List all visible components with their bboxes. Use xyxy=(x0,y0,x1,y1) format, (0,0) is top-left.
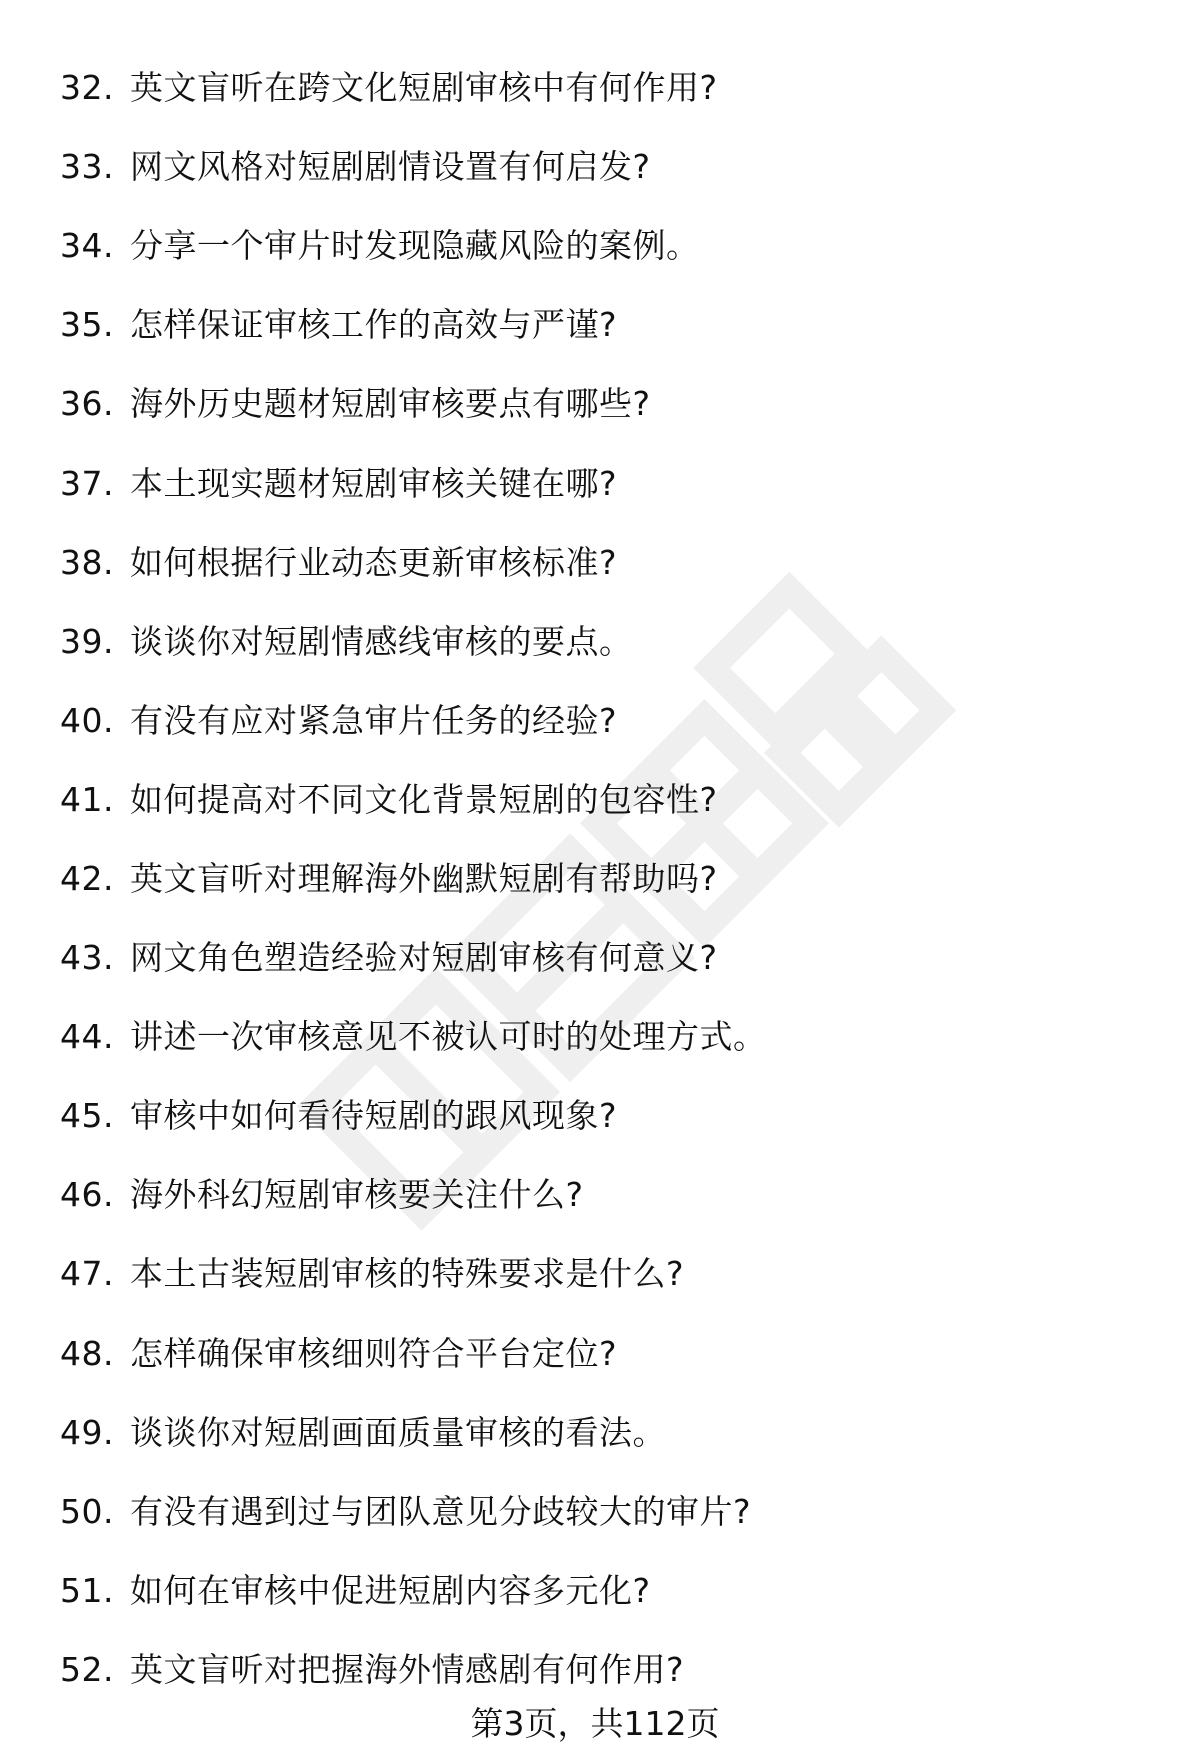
question-text: 英文盲听对把握海外情感剧有何作用? xyxy=(130,1649,685,1689)
question-text: 如何根据行业动态更新审核标准? xyxy=(130,542,618,582)
list-item xyxy=(60,681,767,760)
question-number: 39. xyxy=(60,621,114,661)
question-text: 分享一个审片时发现隐藏风险的案例。 xyxy=(130,226,700,266)
question-list xyxy=(60,48,767,1709)
question-number: 36. xyxy=(60,384,114,424)
question-text: 海外科幻短剧审核要关注什么? xyxy=(130,1175,584,1215)
list-item xyxy=(60,1314,767,1393)
question-number: 40. xyxy=(60,700,114,740)
list-item xyxy=(60,760,767,839)
question-text: 海外历史题材短剧审核要点有哪些? xyxy=(130,384,651,424)
question-text: 如何在审核中促进短剧内容多元化? xyxy=(130,1570,651,1610)
question-number: 44. xyxy=(60,1017,114,1057)
list-item xyxy=(60,602,767,681)
question-number: 33. xyxy=(60,147,114,187)
list-item xyxy=(60,443,767,522)
question-text: 怎样保证审核工作的高效与严谨? xyxy=(130,305,618,345)
question-text: 讲述一次审核意见不被认可时的处理方式。 xyxy=(130,1017,767,1057)
question-text: 有没有遇到过与团队意见分歧较大的审片? xyxy=(130,1491,752,1531)
question-number: 43. xyxy=(60,938,114,978)
list-item xyxy=(60,839,767,918)
list-item xyxy=(60,997,767,1076)
list-item xyxy=(60,1155,767,1234)
question-number: 37. xyxy=(60,463,114,503)
list-item xyxy=(60,1393,767,1472)
question-number: 34. xyxy=(60,226,114,266)
question-text: 本土古装短剧审核的特殊要求是什么? xyxy=(130,1254,685,1294)
question-number: 46. xyxy=(60,1175,114,1215)
list-item xyxy=(60,1234,767,1313)
question-number: 50. xyxy=(60,1491,114,1531)
question-number: 38. xyxy=(60,542,114,582)
list-item xyxy=(60,1076,767,1155)
question-text: 审核中如何看待短剧的跟风现象? xyxy=(130,1096,618,1136)
question-text: 谈谈你对短剧画面质量审核的看法。 xyxy=(130,1412,666,1452)
question-text: 网文角色塑造经验对短剧审核有何意义? xyxy=(130,938,718,978)
question-text: 英文盲听在跨文化短剧审核中有何作用? xyxy=(130,68,718,108)
question-number: 35. xyxy=(60,305,114,345)
question-number: 32. xyxy=(60,68,114,108)
question-text: 谈谈你对短剧情感线审核的要点。 xyxy=(130,621,633,661)
question-text: 网文风格对短剧剧情设置有何启发? xyxy=(130,147,651,187)
list-item xyxy=(60,1551,767,1630)
question-text: 怎样确保审核细则符合平台定位? xyxy=(130,1333,618,1373)
question-text: 英文盲听对理解海外幽默短剧有帮助吗? xyxy=(130,858,718,898)
list-item xyxy=(60,127,767,206)
list-item xyxy=(60,1472,767,1551)
question-text: 有没有应对紧急审片任务的经验? xyxy=(130,700,618,740)
question-number: 45. xyxy=(60,1096,114,1136)
list-item xyxy=(60,48,767,127)
question-number: 52. xyxy=(60,1649,114,1689)
question-text: 本土现实题材短剧审核关键在哪? xyxy=(130,463,618,503)
list-item xyxy=(60,523,767,602)
question-number: 48. xyxy=(60,1333,114,1373)
question-number: 49. xyxy=(60,1412,114,1452)
question-number: 47. xyxy=(60,1254,114,1294)
question-number: 51. xyxy=(60,1570,114,1610)
question-text: 如何提高对不同文化背景短剧的包容性? xyxy=(130,779,718,819)
question-number: 41. xyxy=(60,779,114,819)
list-item xyxy=(60,206,767,285)
list-item xyxy=(60,918,767,997)
page-number-footer: 第3页，共112页 xyxy=(470,1704,720,1743)
question-number: 42. xyxy=(60,858,114,898)
list-item xyxy=(60,364,767,443)
list-item xyxy=(60,285,767,364)
